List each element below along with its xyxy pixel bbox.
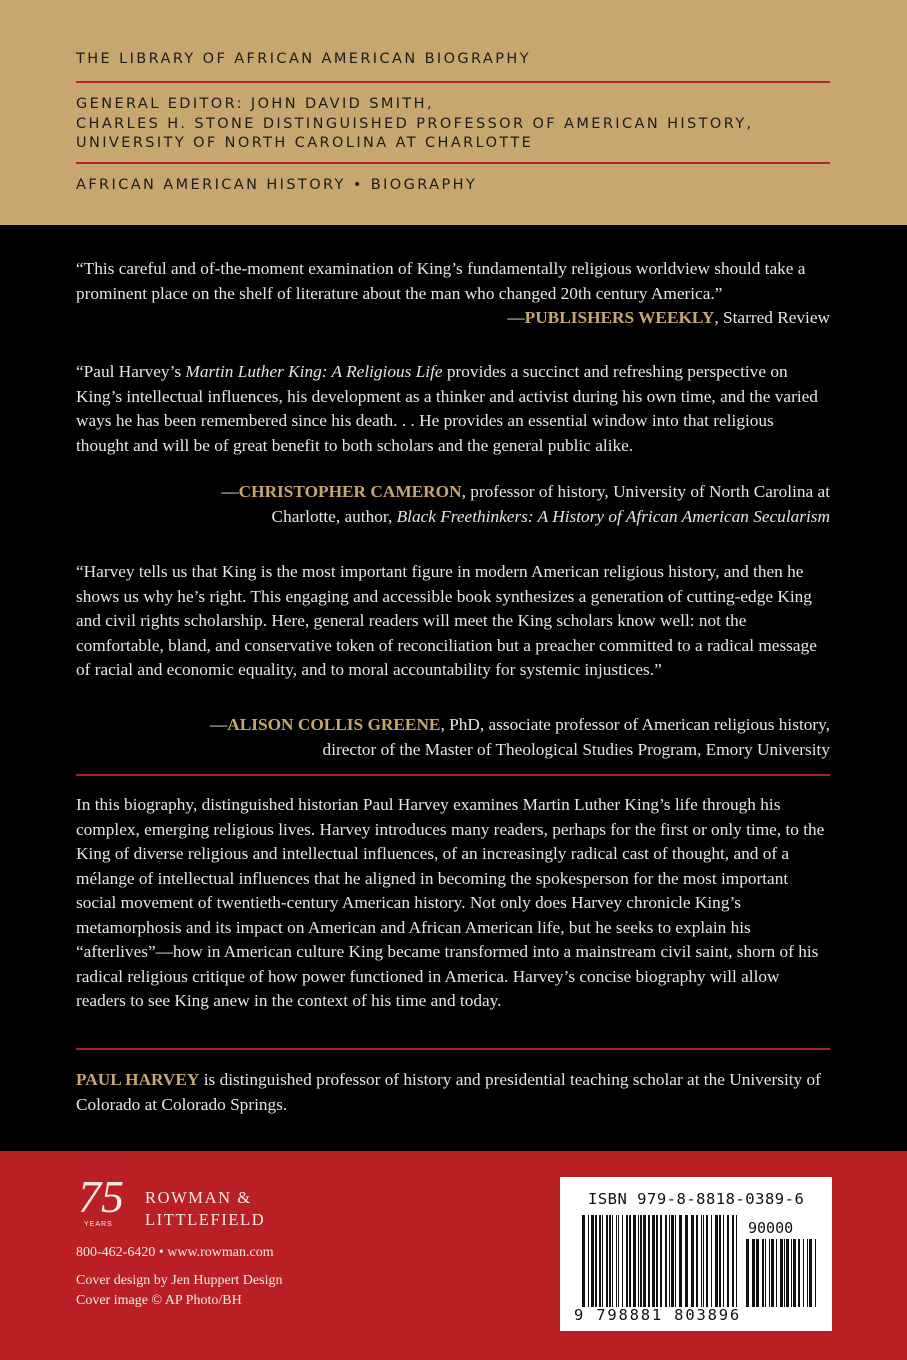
barcode-bar [671, 1215, 674, 1307]
author-bio: PAUL HARVEY is distinguished professor of history and presidential teaching scholar at the University of Colorado at Colorado Springs. [76, 1070, 821, 1114]
editor-line-2: CHARLES H. STONE DISTINGUISHED PROFESSOR OF AMERICAN HISTORY, [76, 116, 754, 132]
editor-line-1: GENERAL EDITOR: JOHN DAVID SMITH, [76, 96, 434, 112]
review-quote: “Harvey tells us that King is the most important figure in modern American religious history, and then he shows us why he’s right. This engaging and accessible book synthesizes a generation of cutting-edge King and civil rights scholarship. Here, general readers will meet the King scholars know well: not the comfortable, bland, and conservative token of reconciliation but a preacher committed to a radical message of racial and economic equality, and to moral accountability for systemic injustices.” [76, 562, 817, 679]
barcode-bar [591, 1215, 594, 1307]
isbn-barcode [560, 1177, 832, 1331]
barcode-bar [803, 1239, 804, 1307]
barcode-bar [791, 1239, 792, 1307]
series-title: THE LIBRARY OF AFRICAN AMERICAN BIOGRAPHY [76, 51, 531, 67]
barcode-bar [736, 1215, 737, 1307]
barcode-bar [696, 1215, 698, 1307]
barcode-bar [765, 1239, 766, 1307]
barcode-bar [762, 1239, 764, 1307]
barcode-bar [711, 1215, 712, 1307]
barcode-bar [732, 1215, 734, 1307]
barcode-bar [727, 1215, 729, 1307]
barcode-bar [679, 1215, 682, 1307]
barcode-bar [706, 1215, 708, 1307]
review-attribution: —ALISON COLLIS GREENE, PhD, associate professor of American religious history, director of the Master of Theological Studies Program, Emory University [209, 715, 830, 759]
header-divider [76, 162, 830, 164]
barcode-bar [715, 1215, 718, 1307]
barcode-bar [752, 1239, 755, 1307]
anniversary-logo [78, 1172, 138, 1228]
barcode-bar [626, 1215, 628, 1307]
barcode-bar [588, 1215, 589, 1307]
barcode-bar [815, 1239, 816, 1307]
barcode-bar [616, 1215, 617, 1307]
isbn-label: ISBN 979-8-8818-0389-6 [588, 1190, 805, 1208]
book-description: In this biography, distinguished historian Paul Harvey examines Martin Luther King’s life through his complex, emerging religious lives. Harvey introduces many readers, perhaps for the first or only time, to the King of diverse religious and intellectual influences, of an increasingly radical cast of thought, and of a mélange of intellectual influences that he aligned in becoming the spokesperson for the most important social movement of twentieth-century American history. Not only does Harvey chronicle King’s metamorphosis and its impact on American and African American life, but he seeks to explain his “afterlives”—how in American culture King became transformed into a mainstream civil saint, shorn of his radical religious critique of how power functioned in America. Harvey’s concise biography will allow readers to see King anew in the context of his time and today. [76, 795, 825, 1010]
barcode-bar [595, 1215, 597, 1307]
barcode-bar [786, 1239, 789, 1307]
cover-design-credit: Cover design by Jen Huppert Design [76, 1273, 283, 1288]
barcode-bar [771, 1239, 774, 1307]
barcode-bar [780, 1239, 783, 1307]
barcode-bar [652, 1215, 655, 1307]
barcode-bar [582, 1215, 585, 1307]
subject-categories: AFRICAN AMERICAN HISTORY • BIOGRAPHY [76, 177, 478, 193]
publisher-name-2: LITTLEFIELD [145, 1210, 266, 1229]
barcode-bar [756, 1239, 759, 1307]
barcode-bar [746, 1239, 749, 1307]
barcode-bar [798, 1239, 800, 1307]
barcode-bar [691, 1215, 694, 1307]
barcode-bar [618, 1215, 619, 1307]
barcode-bar [665, 1215, 667, 1307]
logo-years: YEARS [84, 1221, 113, 1228]
section-divider [76, 1048, 830, 1050]
header-divider [76, 81, 830, 83]
barcode-bar [638, 1215, 639, 1307]
barcode-bar [807, 1239, 808, 1307]
barcode-bar [685, 1215, 688, 1307]
price-code-label: 90000 [748, 1219, 794, 1237]
barcode-bar [769, 1239, 770, 1307]
logo-number: 75 [78, 1172, 124, 1222]
barcode-bar [640, 1215, 642, 1307]
barcode-bar [719, 1215, 721, 1307]
barcode-bar [633, 1215, 636, 1307]
barcode-bar [793, 1239, 796, 1307]
barcode-bar [648, 1215, 650, 1307]
barcode-bar [622, 1215, 623, 1307]
barcode-bar [703, 1215, 704, 1307]
review-quote: “This careful and of-the-moment examination of King’s fundamentally religious worldview should take a prominent place on the shelf of literature about the man who changed 20th century America.” [76, 259, 806, 303]
editor-line-3: UNIVERSITY OF NORTH CAROLINA AT CHARLOTTE [76, 135, 534, 151]
barcode-bar [701, 1215, 702, 1307]
barcode-bar [612, 1215, 613, 1307]
cover-image-credit: Cover image © AP Photo/BH [76, 1293, 242, 1308]
barcode-bar [809, 1239, 812, 1307]
barcode-bar [609, 1215, 611, 1307]
barcode-bar [784, 1239, 785, 1307]
barcode-bar [723, 1215, 724, 1307]
publisher-contact: 800-462-6420 • www.rowman.com [76, 1245, 274, 1260]
barcode-bar [599, 1215, 601, 1307]
section-divider [76, 774, 830, 776]
barcode-bar [669, 1215, 670, 1307]
review-attribution: —PUBLISHERS WEEKLY, Starred Review [507, 308, 830, 327]
barcode-bar [675, 1215, 676, 1307]
review-attribution: —CHRISTOPHER CAMERON, professor of history, University of North Carolina at Charlotte, author, Black Freethinkers: A History of African American Secularism [221, 482, 830, 526]
barcode-bar [643, 1215, 646, 1307]
barcode-bar [776, 1239, 777, 1307]
barcode-bar [602, 1215, 603, 1307]
barcode-digits: 9 798881 803896 [574, 1306, 741, 1324]
barcode-bar [606, 1215, 608, 1307]
review-quote: “Paul Harvey’s Martin Luther King: A Religious Life provides a succinct and refreshing perspective on King’s intellectual influences, his development as a thinker and activist during his own time, and the varied ways he has been remembered since his death. . . He provides an essential window into that religious thought and will be of great benefit to both scholars and the general public alike. [76, 362, 818, 455]
barcode-bar [656, 1215, 658, 1307]
publisher-name-1: ROWMAN & [145, 1188, 252, 1207]
barcode-bar [629, 1215, 631, 1307]
barcode-bar [660, 1215, 662, 1307]
